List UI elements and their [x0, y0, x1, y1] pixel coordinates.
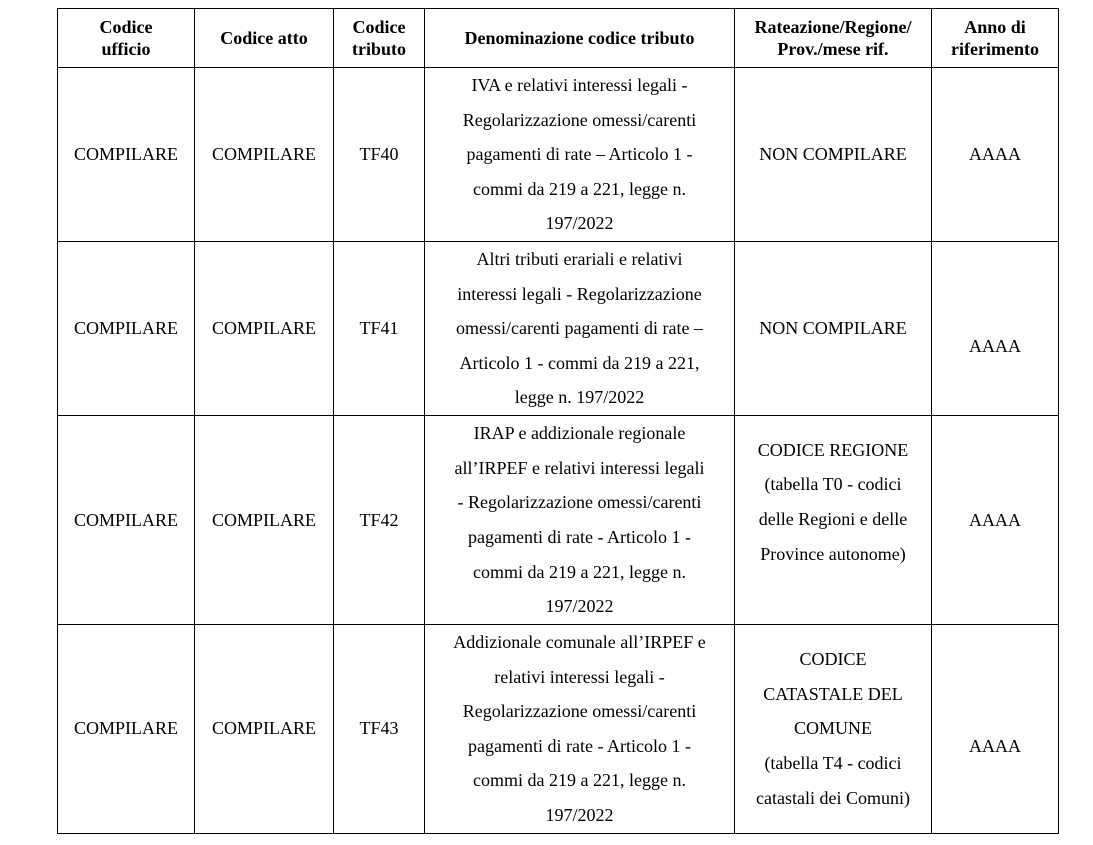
cell-denominazione — [425, 624, 735, 833]
cell-denominazione — [425, 415, 735, 624]
text-line: Province autonome) — [760, 543, 906, 564]
text-line: NON COMPILARE — [759, 318, 907, 339]
text-line: IRAP e addizionale regionale — [473, 423, 686, 444]
text-line: 197/2022 — [545, 596, 614, 617]
text-line: Regolarizzazione omessi/carenti — [462, 701, 697, 722]
text-line: commi da 219 a 221, legge n. — [473, 770, 686, 791]
cell-codice-tributo: TF41 — [334, 241, 425, 415]
text-line: pagamenti di rate - Articolo 1 - — [468, 735, 691, 756]
cell-codice-atto: COMPILARE — [195, 241, 334, 415]
text-line: commi da 219 a 221, legge n. — [473, 561, 686, 582]
table-header-row — [58, 9, 1059, 68]
cell-anno: AAAA — [932, 241, 1059, 415]
table-row — [58, 68, 1059, 242]
cell-codice-atto: COMPILARE — [195, 68, 334, 242]
text-line: delle Regioni e delle — [758, 508, 908, 529]
table-row — [58, 624, 1059, 833]
cell-codice-atto: COMPILARE — [195, 415, 334, 624]
text-line: (tabella T4 - codici — [764, 753, 902, 774]
cell-denominazione — [425, 68, 735, 242]
cell-codice-tributo: TF42 — [334, 415, 425, 624]
table-row — [58, 241, 1059, 415]
text-line: catastali dei Comuni) — [756, 787, 910, 808]
header-line: Prov./mese rif. — [777, 39, 889, 59]
cell-anno: AAAA — [932, 68, 1059, 242]
cell-rateazione — [735, 68, 932, 242]
cell-codice-ufficio: COMPILARE — [58, 415, 195, 624]
header-line: Anno di — [964, 17, 1026, 37]
header-line: ufficio — [101, 39, 151, 59]
text-line: COMUNE — [793, 718, 872, 739]
text-line: CATASTALE DEL — [763, 683, 903, 704]
header-anno-riferimento — [932, 9, 1059, 68]
cell-codice-ufficio: COMPILARE — [58, 68, 195, 242]
cell-codice-tributo: TF40 — [334, 68, 425, 242]
text-line: pagamenti di rate – Articolo 1 - — [466, 144, 693, 165]
text-line: Regolarizzazione omessi/carenti — [462, 109, 697, 130]
cell-denominazione — [425, 241, 735, 415]
cell-codice-ufficio: COMPILARE — [58, 624, 195, 833]
header-denominazione — [425, 9, 735, 68]
text-line: relativi interessi legali - — [494, 666, 665, 687]
header-codice-ufficio — [58, 9, 195, 68]
text-line: (tabella T0 - codici — [764, 474, 902, 495]
table-row — [58, 415, 1059, 624]
text-line: pagamenti di rate - Articolo 1 - — [468, 526, 691, 547]
text-line: Articolo 1 - commi da 219 a 221, — [459, 352, 700, 373]
header-rateazione — [735, 9, 932, 68]
header-line: Codice atto — [220, 28, 308, 48]
text-line: CODICE — [799, 649, 867, 670]
text-line: CODICE REGIONE — [757, 439, 909, 460]
tributi-table — [57, 8, 1059, 834]
cell-codice-tributo: TF43 — [334, 624, 425, 833]
cell-anno: AAAA — [932, 624, 1059, 833]
header-line: tributo — [352, 39, 406, 59]
header-line: Rateazione/Regione/ — [754, 17, 912, 37]
cell-codice-atto: COMPILARE — [195, 624, 334, 833]
text-line: - Regolarizzazione omessi/carenti — [457, 492, 702, 513]
header-line: riferimento — [951, 39, 1039, 59]
header-line: Denominazione codice tributo — [464, 28, 695, 48]
text-line: 197/2022 — [545, 213, 614, 234]
header-line: Codice — [99, 17, 153, 37]
cell-rateazione — [735, 415, 932, 624]
text-line: legge n. 197/2022 — [514, 387, 645, 408]
text-line: IVA e relativi interessi legali - — [471, 75, 688, 95]
text-line: all’IRPEF e relativi interessi legali — [454, 457, 705, 478]
header-codice-tributo — [334, 9, 425, 68]
text-line: Addizionale comunale all’IRPEF e — [453, 631, 706, 652]
text-line: commi da 219 a 221, legge n. — [473, 178, 686, 199]
text-line: Altri tributi erariali e relativi — [476, 248, 683, 269]
text-line: NON COMPILARE — [759, 144, 907, 165]
text-line: 197/2022 — [545, 804, 614, 825]
cell-codice-ufficio: COMPILARE — [58, 241, 195, 415]
header-line: Codice — [352, 17, 406, 37]
cell-rateazione — [735, 624, 932, 833]
cell-anno: AAAA — [932, 415, 1059, 624]
cell-rateazione — [735, 241, 932, 415]
text-line: interessi legali - Regolarizzazione — [457, 283, 702, 304]
header-codice-atto — [195, 9, 334, 68]
text-line: omessi/carenti pagamenti di rate – — [456, 318, 703, 339]
